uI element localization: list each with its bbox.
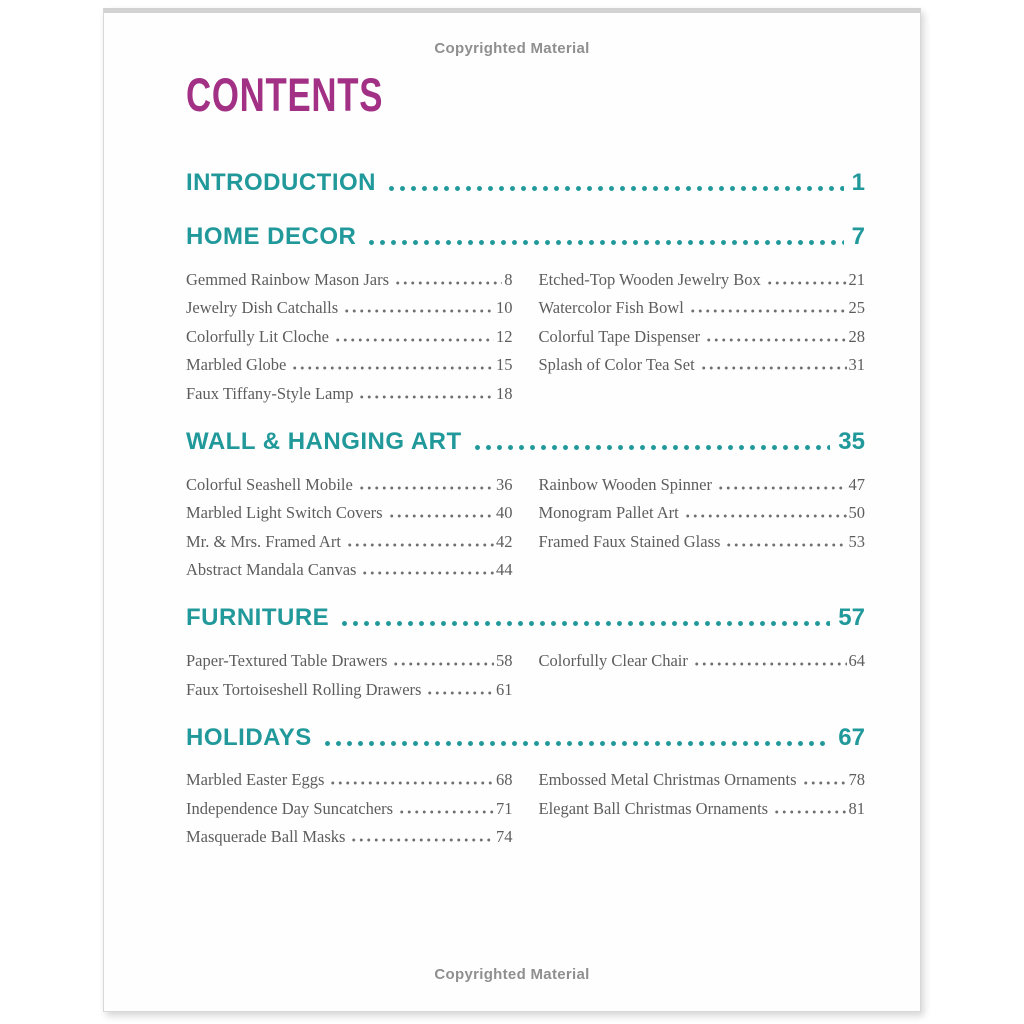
entry-title: Faux Tortoiseshell Rolling Drawers (186, 679, 422, 699)
entry-title: Abstract Mandala Canvas (186, 560, 357, 580)
entry-title: Marbled Light Switch Covers (186, 503, 383, 523)
entry-title: Colorfully Lit Cloche (186, 326, 329, 346)
entry-title: Gemmed Rainbow Mason Jars (186, 269, 390, 289)
toc-entry (539, 289, 866, 318)
toc-entry (186, 551, 513, 580)
entry-dot-leader (361, 560, 494, 579)
toc-entry (186, 670, 513, 699)
entry-dot-leader (392, 651, 494, 670)
entry-title: Paper-Textured Table Drawers (186, 650, 388, 670)
entry-title: Monogram Pallet Art (538, 503, 679, 523)
entry-title: Colorfully Clear Chair (538, 650, 688, 670)
entry-page-number: 8 (504, 269, 513, 289)
entry-page-number: 18 (496, 383, 513, 403)
section-heading (186, 222, 865, 252)
toc-section-wall-hanging-art (186, 427, 865, 579)
section-entries (186, 465, 865, 579)
entry-dot-leader (689, 298, 847, 317)
section-name: INTRODUCTION (186, 169, 376, 196)
section-page-number: 67 (838, 723, 865, 751)
entry-dot-leader (684, 503, 847, 522)
entry-dot-leader (394, 270, 502, 289)
toc-entry (539, 346, 866, 375)
entry-title: Independence Day Suncatchers (186, 798, 394, 818)
entry-title: Watercolor Fish Bowl (538, 298, 684, 318)
entry-title: Jewelry Dish Catchalls (186, 298, 339, 318)
entry-page-number: 61 (496, 679, 513, 699)
entry-dot-leader (334, 327, 494, 346)
section-entries (186, 761, 865, 847)
section-name: HOLIDAYS (186, 723, 312, 751)
toc-entry (539, 465, 866, 494)
entry-page-number: 68 (496, 770, 513, 790)
entries-column (186, 260, 513, 403)
section-dot-leader (364, 222, 843, 252)
toc-entry (186, 465, 513, 494)
entry-page-number: 10 (496, 298, 513, 318)
page-title: CONTENTS (186, 68, 384, 121)
entry-title: Mr. & Mrs. Framed Art (186, 531, 341, 551)
entry-title: Splash of Color Tea Set (538, 355, 695, 375)
entry-page-number: 42 (496, 531, 513, 551)
entry-page-number: 50 (848, 503, 865, 523)
entry-dot-leader (358, 475, 494, 494)
section-dot-leader (320, 723, 830, 753)
entry-title: Colorful Seashell Mobile (186, 474, 353, 494)
entry-dot-leader (700, 355, 847, 374)
entries-column (539, 641, 866, 670)
copyright-banner-top: Copyrighted Material (434, 40, 590, 57)
toc-entry (186, 494, 513, 523)
toc-entry (539, 317, 866, 346)
entry-page-number: 15 (496, 355, 513, 375)
toc-entry (186, 789, 513, 818)
section-name: FURNITURE (186, 604, 330, 632)
toc-entry (186, 317, 513, 346)
entries-column (539, 761, 866, 818)
toc-entry (539, 260, 866, 289)
toc-section-introduction (186, 168, 865, 198)
toc-entry (186, 522, 513, 551)
entry-page-number: 28 (848, 326, 865, 346)
toc-entry (186, 260, 513, 289)
section-heading (186, 427, 865, 457)
toc-section-furniture (186, 603, 865, 698)
section-dot-leader (337, 603, 830, 633)
entry-page-number: 81 (848, 798, 865, 818)
entry-title: Marbled Easter Eggs (186, 770, 325, 790)
toc-entry (186, 289, 513, 318)
section-page-number: 7 (851, 223, 865, 250)
entry-title: Faux Tiffany-Style Lamp (186, 383, 354, 403)
entry-page-number: 71 (496, 798, 513, 818)
section-name: WALL & HANGING ART (186, 427, 462, 455)
section-entries (186, 260, 865, 403)
toc-entry (186, 818, 513, 847)
entries-column (186, 465, 513, 579)
entry-dot-leader (291, 355, 494, 374)
section-dot-leader (384, 168, 844, 198)
entry-page-number: 12 (496, 326, 513, 346)
toc-entry (539, 522, 866, 551)
entry-dot-leader (346, 532, 494, 551)
entry-page-number: 64 (848, 650, 865, 670)
entry-page-number: 31 (848, 355, 865, 375)
entry-dot-leader (802, 770, 847, 789)
copyright-banner-bottom: Copyrighted Material (434, 966, 590, 983)
section-heading (186, 723, 865, 753)
entry-dot-leader (426, 680, 494, 699)
toc-entry (539, 789, 866, 818)
entry-dot-leader (773, 799, 846, 818)
toc-entry (186, 641, 513, 670)
entry-dot-leader (693, 651, 847, 670)
section-page-number: 57 (838, 604, 865, 632)
section-heading (186, 168, 865, 198)
entry-page-number: 58 (496, 650, 513, 670)
entry-dot-leader (725, 532, 846, 551)
entries-column (186, 641, 513, 698)
entry-page-number: 44 (496, 560, 513, 580)
entry-title: Etched-Top Wooden Jewelry Box (538, 269, 761, 289)
entry-title: Rainbow Wooden Spinner (538, 474, 712, 494)
entry-page-number: 78 (848, 770, 865, 790)
toc-entry (186, 761, 513, 790)
book-page (103, 8, 921, 1012)
section-page-number: 1 (851, 169, 865, 196)
entry-title: Colorful Tape Dispenser (538, 326, 701, 346)
section-page-number: 35 (838, 427, 865, 455)
entry-dot-leader (343, 298, 494, 317)
entry-dot-leader (358, 384, 494, 403)
entry-title: Embossed Metal Christmas Ornaments (538, 770, 797, 790)
entry-title: Marbled Globe (186, 355, 287, 375)
section-name: HOME DECOR (186, 223, 357, 250)
entry-page-number: 53 (848, 531, 865, 551)
entry-page-number: 21 (848, 269, 865, 289)
toc-entry (539, 494, 866, 523)
toc-section-holidays (186, 723, 865, 847)
entry-dot-leader (398, 799, 494, 818)
section-entries (186, 641, 865, 698)
entry-page-number: 25 (848, 298, 865, 318)
toc-entry (186, 346, 513, 375)
entry-dot-leader (717, 475, 847, 494)
entry-dot-leader (388, 503, 494, 522)
entry-page-number: 36 (496, 474, 513, 494)
entry-page-number: 40 (496, 503, 513, 523)
entry-page-number: 74 (496, 827, 513, 847)
toc-entry (539, 761, 866, 790)
toc-section-home-decor (186, 222, 865, 403)
entry-title: Framed Faux Stained Glass (538, 531, 721, 551)
section-heading (186, 603, 865, 633)
entry-page-number: 47 (848, 474, 865, 494)
entry-title: Elegant Ball Christmas Ornaments (538, 798, 769, 818)
section-dot-leader (470, 427, 831, 457)
entry-title: Masquerade Ball Masks (186, 827, 346, 847)
toc (186, 168, 865, 846)
toc-entry (186, 374, 513, 403)
entry-dot-leader (766, 270, 847, 289)
entries-column (539, 260, 866, 374)
entry-dot-leader (329, 770, 494, 789)
toc-entry (539, 641, 866, 670)
entries-column (539, 465, 866, 551)
entry-dot-leader (705, 327, 846, 346)
entry-dot-leader (350, 827, 494, 846)
entries-column (186, 761, 513, 847)
